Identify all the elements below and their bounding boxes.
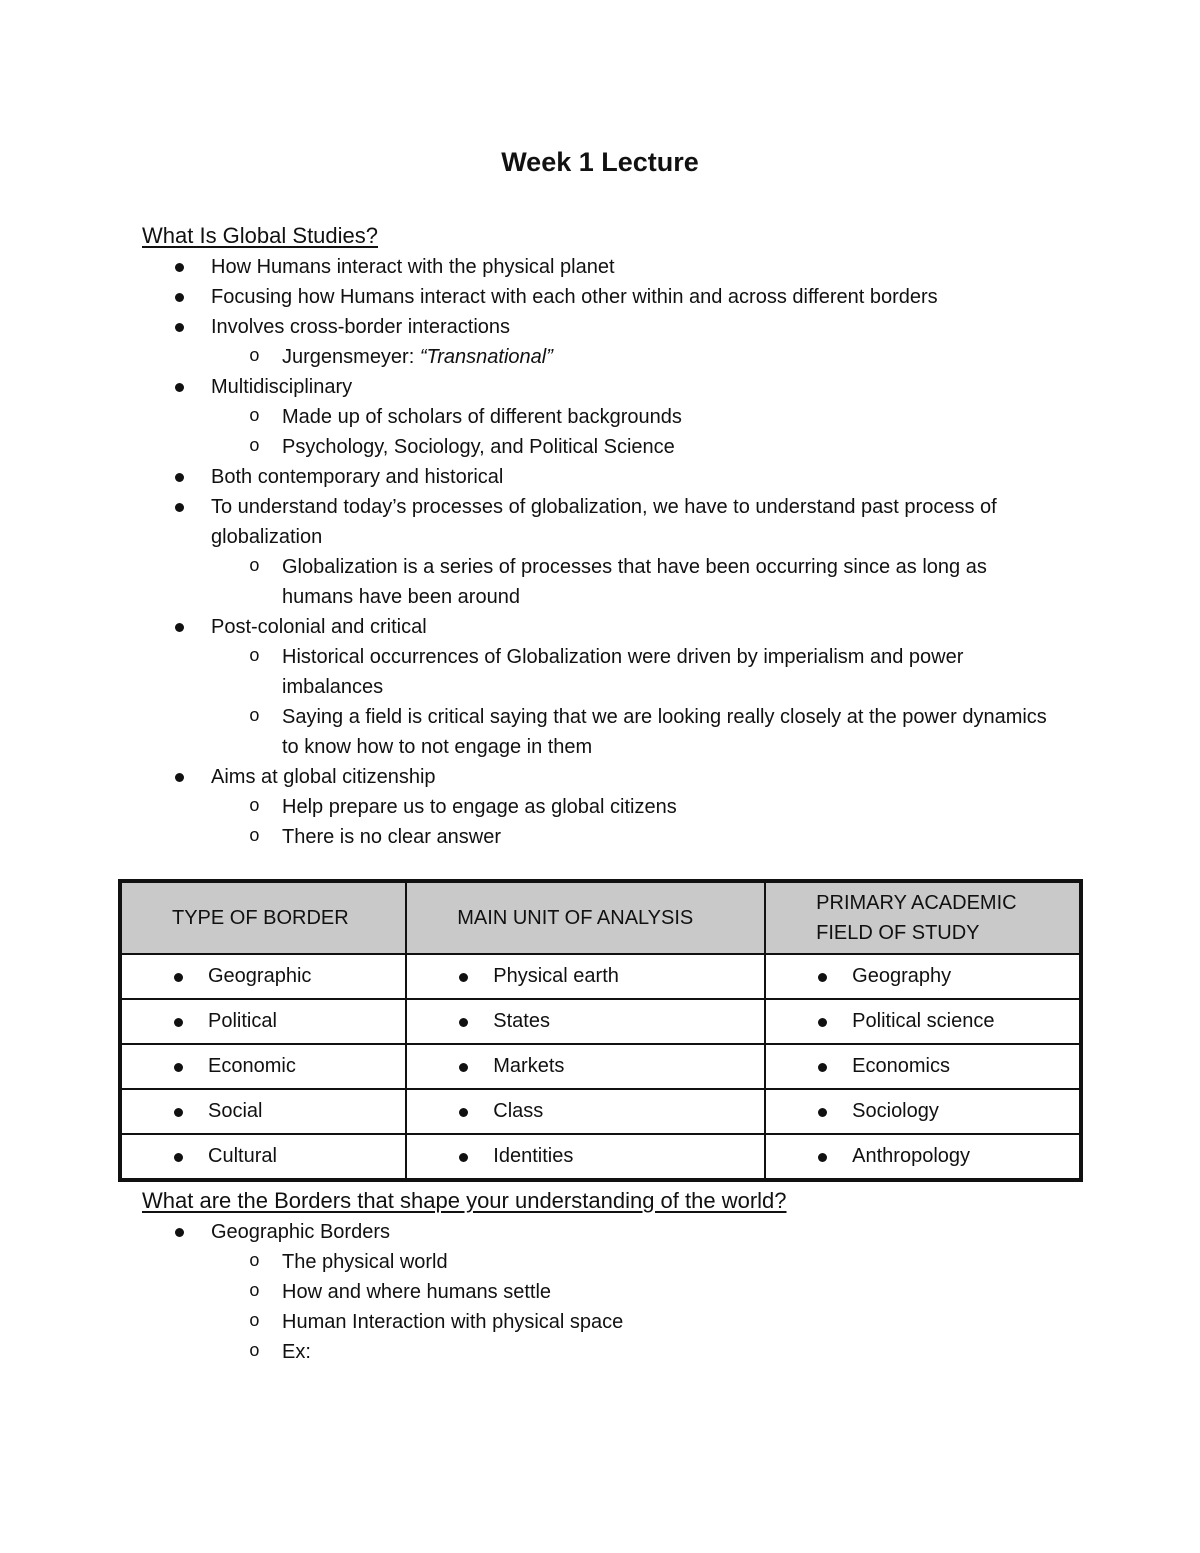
table-cell: Cultural: [120, 1134, 406, 1180]
header-academic-field: [765, 881, 1081, 954]
bullet-icon: [174, 1153, 183, 1162]
list-item-text: To understand today’s processes of globalization, we have to understand past process of globalization: [211, 496, 997, 548]
header-main-unit: MAIN UNIT OF ANALYSIS: [406, 881, 765, 954]
table-cell: Sociology: [765, 1089, 1081, 1134]
table-cell: Geography: [765, 954, 1081, 999]
list-item-text: Involves cross-border interactions: [211, 316, 511, 338]
list-item: [0, 492, 1061, 612]
table-cell: Identities: [406, 1134, 765, 1180]
list-item: [0, 312, 1061, 372]
table-header-row: [120, 881, 1081, 954]
list-item-text: Multidisciplinary: [211, 376, 353, 398]
section-heading-borders: What are the Borders that shape your understanding of the world?: [142, 1188, 787, 1213]
list-item: [0, 762, 1061, 852]
sub-list-item: o How and where humans settle: [0, 1277, 1052, 1307]
sub-list: [211, 1247, 1061, 1367]
sub-list-item: o Help prepare us to engage as global citizens: [0, 792, 1052, 822]
bullet-icon: [174, 973, 183, 982]
sub-list-item: o Historical occurrences of Globalization were driven by imperialism and power imbalances: [0, 642, 1052, 702]
page-title: Week 1 Lecture: [501, 147, 699, 177]
table-row: [120, 954, 1081, 999]
list-item: [0, 612, 1061, 762]
sub-list-item: o Globalization is a series of processes that have been occurring since as long as humans have been around: [0, 552, 1052, 612]
global-studies-list: [0, 252, 1100, 852]
table-cell: Economic: [120, 1044, 406, 1089]
borders-list: [0, 1217, 1100, 1367]
table-cell: Physical earth: [406, 954, 765, 999]
table-cell: Anthropology: [765, 1134, 1081, 1180]
list-item: Focusing how Humans interact with each other within and across different borders: [0, 282, 1061, 312]
sub-list: [211, 792, 1061, 852]
header-line-1: PRIMARY ACADEMIC: [816, 892, 1017, 914]
bullet-icon: [174, 1063, 183, 1072]
table-row: [120, 999, 1081, 1044]
list-item: [0, 1217, 1061, 1367]
table-cell: Social: [120, 1089, 406, 1134]
list-item-text: Aims at global citizenship: [211, 766, 436, 788]
sub-list-item: o Psychology, Sociology, and Political Science: [0, 432, 1052, 462]
header-line-2: FIELD OF STUDY: [816, 922, 980, 944]
list-item-text: Post-colonial and critical: [211, 616, 427, 638]
table-cell: Geographic: [120, 954, 406, 999]
sub-list: [211, 402, 1061, 462]
bullet-icon: [174, 1108, 183, 1117]
sub-list: [211, 642, 1061, 762]
list-item-text: Geographic Borders: [211, 1221, 390, 1243]
table-cell: Class: [406, 1089, 765, 1134]
sub-list: [211, 342, 1061, 372]
list-item: How Humans interact with the physical planet: [0, 252, 1061, 282]
header-type-of-border: TYPE OF BORDER: [120, 881, 406, 954]
sub-list-item: [0, 342, 1052, 372]
table-row: [120, 1044, 1081, 1089]
table-cell: Markets: [406, 1044, 765, 1089]
sub-list: [211, 552, 1061, 612]
table-cell: Political: [120, 999, 406, 1044]
sub-list-item: o Saying a field is critical saying that we are looking really closely at the power dynamics to know how to not engage in them: [0, 702, 1052, 762]
sub-list-item: o Ex:: [0, 1337, 1052, 1367]
sub-list-item: o The physical world: [0, 1247, 1052, 1277]
bullet-icon: [174, 1018, 183, 1027]
table-cell: Political science: [765, 999, 1081, 1044]
sub-item-italic: “Transnational”: [419, 346, 553, 368]
table-row: [120, 1134, 1081, 1180]
sub-list-item: o Human Interaction with physical space: [0, 1307, 1052, 1337]
section-heading-global-studies: What Is Global Studies?: [142, 223, 379, 248]
sub-list-item: o There is no clear answer: [0, 822, 1052, 852]
table-row: [120, 1089, 1081, 1134]
table-cell: States: [406, 999, 765, 1044]
table-cell: Economics: [765, 1044, 1081, 1089]
sub-item-prefix: Jurgensmeyer:: [282, 346, 420, 368]
list-item: [0, 372, 1061, 462]
borders-table: [118, 879, 1083, 1182]
sub-list-item: o Made up of scholars of different backgrounds: [0, 402, 1052, 432]
list-item: Both contemporary and historical: [0, 462, 1061, 492]
